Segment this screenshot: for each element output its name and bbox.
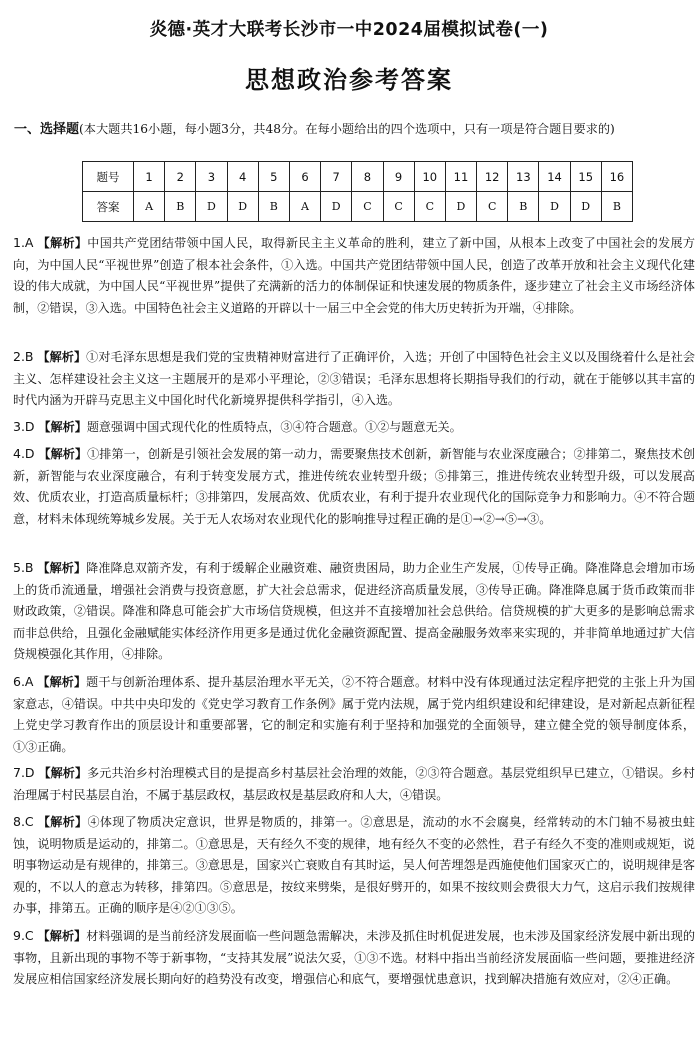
question-number-cell: 2: [165, 162, 196, 192]
analysis-tag: 【解析】: [37, 236, 88, 250]
answer-cell: A: [134, 192, 165, 222]
answer-explanation-4: [13, 443, 695, 530]
answer-cell: C: [352, 192, 383, 222]
answer-explanation-2: [13, 346, 695, 412]
question-number-cell: 11: [445, 162, 476, 192]
answer-cell: B: [601, 192, 632, 222]
question-number: 4.D: [13, 446, 35, 461]
answer-cell: C: [414, 192, 445, 222]
analysis-tag: 【解析】: [38, 420, 87, 434]
question-number-cell: 3: [196, 162, 227, 192]
analysis-tag: 【解析】: [37, 929, 87, 943]
answer-row: [83, 192, 633, 222]
question-number: 5.B: [13, 560, 34, 575]
analysis-tag: 【解析】: [37, 675, 87, 689]
answer-cell: D: [445, 192, 476, 222]
section-instructions: (本大题共16小题，每小题3分，共48分。在每小题给出的四个选项中，只有一项是符合题目要求的): [79, 122, 615, 136]
answer-cell: C: [383, 192, 414, 222]
question-number: 9.C: [13, 928, 34, 943]
answer-explanation-3: [13, 416, 695, 439]
answer-explanation-5: [13, 557, 695, 666]
section-label: 一、选择题: [14, 122, 80, 137]
explanation-text: 降准降息双箭齐发，有利于缓解企业融资难、融资贵困局，助力企业生产发展，①传导正确。降准降息会增加市场上的货币流通量，增强社会消费与投资意愿，扩大社会总需求，促进经济高质量发展，③传导正确。降准降息属于货币政策而非财政政策，②错误。降准和降息可能会扩大市场信贷规模，但这并不直接增加社会总供给。信贷规模的扩大更多的是影响总需求而非总供给，且强化金融赋能实体经济作用更多是通过优化金融资源配置、提高金融服务效率来实现的，并非简单地通过扩大信贷规模强化其作用，④排除。: [13, 561, 695, 662]
analysis-tag: 【解析】: [37, 561, 87, 575]
answer-cell: B: [508, 192, 539, 222]
question-number: 3.D: [13, 419, 35, 434]
explanation-text: 中国共产党团结带领中国人民，取得新民主主义革命的胜利，建立了新中国，从根本上改变了中国社会的发展方向，为中国人民“平视世界”创造了根本社会条件，①入选。中国共产党团结带领中国人民，创造了改革开放和社会主义现代化建设的伟大成就，为中国人民“平视世界”提供了充满新的活力的体制保证和快速发展的物质条件，逐步建立了社会主义市场经济体制，②错误，③入选。中国特色社会主义道路的开辟以十一届三中全会党的伟大历史转折为开端，④排除。: [13, 236, 695, 315]
explanation-text: ①对毛泽东思想是我们党的宝贵精神财富进行了正确评价，入选；开创了中国特色社会主义以及围绕着什么是社会主义、怎样建设社会主义这一主题展开的是邓小平理论，②③错误；毛泽东思想将长期指导我们的行动，就在于能够以其丰富的时代内涵为开辟马克思主义中国化时代化新境界提供科学指引，④入选。: [13, 350, 695, 408]
question-number: 7.D: [13, 765, 35, 780]
exam-series-title: 炎德·英才大联考长沙市一中2024届模拟试卷(一): [149, 20, 549, 40]
question-number-cell: 14: [539, 162, 570, 192]
question-number-cell: 13: [508, 162, 539, 192]
analysis-tag: 【解析】: [38, 447, 88, 461]
question-number-cell: 10: [414, 162, 445, 192]
question-number-cell: 9: [383, 162, 414, 192]
question-number-cell: 16: [601, 162, 632, 192]
question-number: 1.A: [13, 235, 34, 250]
question-number-cell: 6: [289, 162, 320, 192]
question-number-cell: 4: [227, 162, 258, 192]
question-number-cell: 8: [352, 162, 383, 192]
explanation-text: 题干与创新治理体系、提升基层治理水平无关，②不符合题意。材料中没有体现通过法定程序把党的主张上升为国家意志，④错误。中共中央印发的《党史学习教育工作条例》属于党内法规，属于党内组织建设和纪律建设，是对新起点新征程上党史学习教育作出的顶层设计和重要部署，它的制定和实施有利于坚持和加强党的全面领导，建立健全党的领导制度体系，①③正确。: [13, 675, 695, 754]
question-number-cell: 15: [570, 162, 601, 192]
explanation-text: ④体现了物质决定意识，世界是物质的，排第一。②意思是，流动的水不会腐臭，经常转动的木门轴不易被虫蛀蚀，说明物质是运动的，排第二。①意思是，天有经久不变的规律，地有经久不变的必然性，君子有经久不变的准则或规矩，说明事物运动是有规律的，排第三。③意思是，国家兴亡衰败自有其时运，吴人何苦埋怨是西施使他们国家灭亡的，说明规律是客观的，不以人的意志为转移，排第四。⑤意思是，按纹来劈柴，是很好劈开的，如果不按纹则会费很大力气，这启示我们按规律办事，排第五。正确的顺序是④②①③⑤。: [13, 815, 695, 916]
row-label-answer: 答案: [83, 192, 134, 222]
answer-cell: D: [570, 192, 601, 222]
question-number-cell: 12: [477, 162, 508, 192]
explanation-text: 多元共治乡村治理模式目的是提高乡村基层社会治理的效能，②③符合题意。基层党组织早已建立，①错误。乡村治理属于村民基层自治，不属于基层政权，基层政权是基层政府和人大，④错误。: [13, 766, 695, 802]
explanation-text: 题意强调中国式现代化的性质特点，③④符合题意。①②与题意无关。: [86, 420, 462, 434]
row-label-question-number: 题号: [83, 162, 134, 192]
answer-cell: D: [539, 192, 570, 222]
analysis-tag: 【解析】: [38, 766, 88, 780]
answer-cell: A: [289, 192, 320, 222]
answer-cell: D: [321, 192, 352, 222]
question-number-cell: 7: [321, 162, 352, 192]
answer-explanation-9: [13, 925, 695, 991]
answer-cell: B: [165, 192, 196, 222]
document-title: 思想政治参考答案: [245, 66, 453, 94]
explanation-text: 材料强调的是当前经济发展面临一些问题急需解决，未涉及抓住时机促进发展，也未涉及国家经济发展中新出现的事物，且新出现的事物不等于新事物，“支持其发展”说法欠妥，①③不选。材料中指出当前经济发展面临一些问题，要推进经济发展应相信国家经济发展长期向好的趋势没有改变，增强信心和底气，要增强忧患意识，找到解决措施有效应对，②④正确。: [13, 929, 695, 987]
analysis-tag: 【解析】: [37, 350, 87, 364]
answer-explanation-7: [13, 762, 695, 806]
section-heading: [14, 118, 694, 137]
answer-cell: D: [196, 192, 227, 222]
answer-cell: D: [227, 192, 258, 222]
answer-explanation-1: [13, 232, 695, 319]
analysis-tag: 【解析】: [37, 815, 88, 829]
answer-cell: C: [477, 192, 508, 222]
question-number-row: [83, 162, 633, 192]
answer-explanation-8: [13, 811, 695, 920]
explanation-text: ①排第一，创新是引领社会发展的第一动力，需要聚焦技术创新，新智能与农业深度融合；②排第二，聚焦技术创新，新智能与农业深度融合，有利于转变发展方式，推进传统农业转型升级；⑤排第三，推进传统农业转型升级，可以发展高效、优质农业，打造高质量标杆；③排第四，发展高效、优质农业，有利于提升农业现代化的国际竞争力和影响力。④不符合题意，材料未体现统筹城乡发展。关于无人农场对农业现代化的影响推导过程正确的是①→②→⑤→③。: [13, 447, 695, 526]
question-number-cell: 1: [134, 162, 165, 192]
question-number: 8.C: [13, 814, 34, 829]
question-number: 2.B: [13, 349, 34, 364]
question-number: 6.A: [13, 674, 34, 689]
answer-explanation-6: [13, 671, 695, 758]
question-number-cell: 5: [258, 162, 289, 192]
answer-cell: B: [258, 192, 289, 222]
answer-table: [82, 161, 633, 222]
